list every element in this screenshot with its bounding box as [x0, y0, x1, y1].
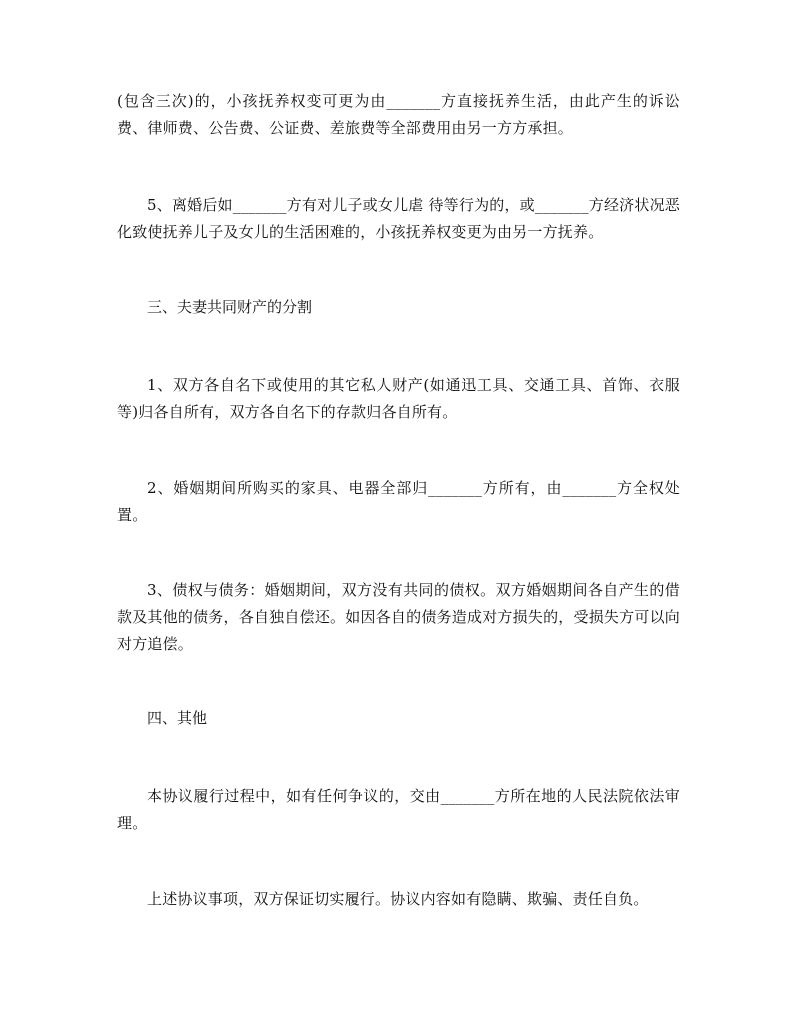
section-heading-property-division: 三、夫妻共同财产的分割 [147, 298, 313, 316]
paragraph-custody-change: (包含三次)的，小孩抚养权变可更为由_______方直接抚养生活，由此产生的诉讼费、律师费、公告费、公证费、差旅费等全部费用由另一方方承担。 [117, 92, 680, 137]
paragraph-property-item-2: 2、婚姻期间所购买的家具、电器全部归_______方所有，由_______方全权处置。 [117, 479, 680, 524]
paragraph-property-item-3: 3、债权与债务：婚姻期间，双方没有共同的债权。双方婚姻期间各自产生的借款及其他的债务，各自独自偿还。如因各自的债务造成对方损失的，受损失方可以向对方追偿。 [117, 581, 680, 653]
paragraph-dispute-resolution: 本协议履行过程中，如有任何争议的，交由_______方所在地的人民法院依法审理。 [117, 787, 680, 832]
section-heading-other: 四、其他 [147, 709, 208, 727]
paragraph-property-item-1: 1、双方各自名下或使用的其它私人财产(如通迅工具、交通工具、首饰、衣服等)归各自所有，双方各自名下的存款归各自所有。 [117, 376, 680, 421]
paragraph-item-5: 5、离婚后如_______方有对儿子或女儿虐 待等行为的，或_______方经济状况恶化致使抚养儿子及女儿的生活困难的，小孩抚养权变更为由另一方抚养。 [117, 196, 680, 241]
paragraph-commitment: 上述协议事项，双方保证切实履行。协议内容如有隐瞒、欺骗、责任自负。 [147, 890, 649, 908]
